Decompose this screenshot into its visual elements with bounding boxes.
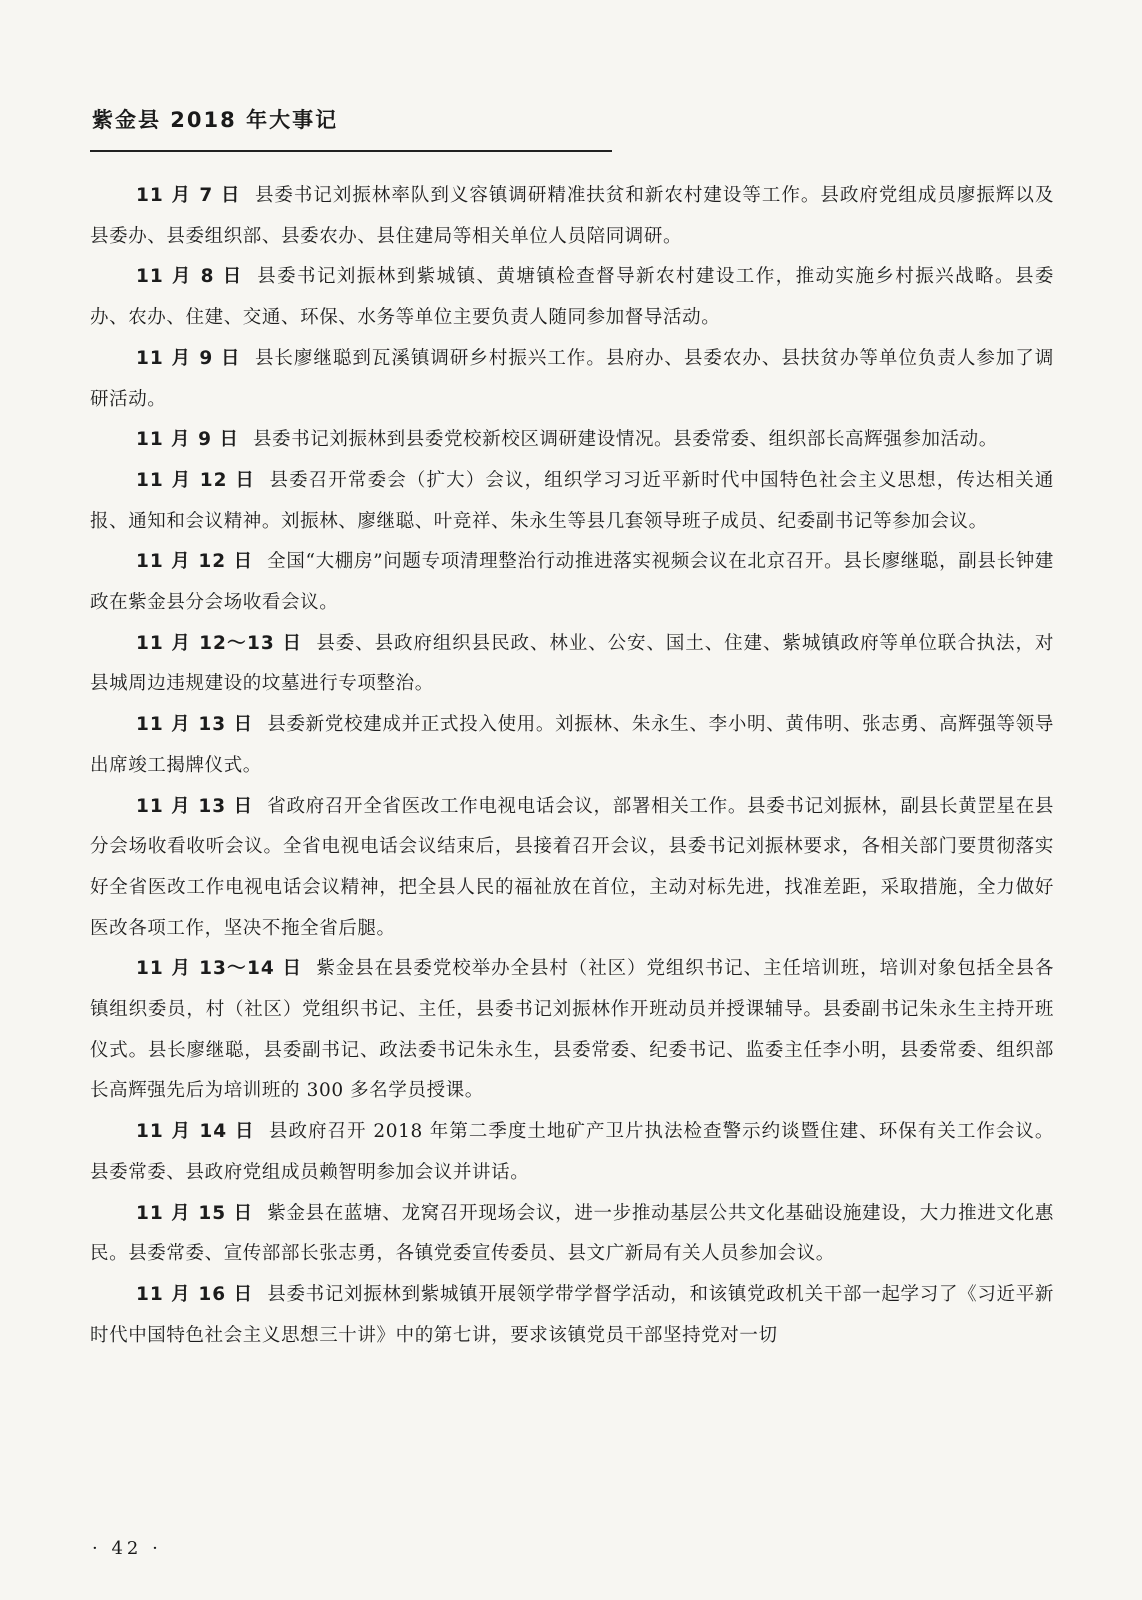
chronicle-entry xyxy=(90,1112,1054,1193)
entry-text: 县委、县政府组织县民政、林业、公安、国土、住建、紫城镇政府等单位联合执法，对县城周边违规建设的坟墓进行专项整治。 xyxy=(90,632,1054,695)
entry-text: 县委召开常委会（扩大）会议，组织学习习近平新时代中国特色社会主义思想，传达相关通报、通知和会议精神。刘振林、廖继聪、叶竞祥、朱永生等县几套领导班子成员、纪委副书记等参加会议。 xyxy=(90,469,1054,532)
entry-date: 11 月 13～14 日 xyxy=(136,958,303,980)
entry-text: 县政府召开 2018 年第二季度土地矿产卫片执法检查警示约谈暨住建、环保有关工作会议。县委常委、县政府党组成员赖智明参加会议并讲话。 xyxy=(90,1121,1055,1183)
entry-text: 县委书记刘振林到紫城镇开展领学带学督学活动，和该镇党政机关干部一起学习了《习近平新时代中国特色社会主义思想三十讲》中的第七讲，要求该镇党员干部坚持党对一切 xyxy=(90,1283,1054,1346)
entry-date: 11 月 8 日 xyxy=(136,266,244,288)
chronicle-entry xyxy=(90,420,1054,461)
entry-text: 紫金县在蓝塘、龙窝召开现场会议，进一步推动基层公共文化基础设施建设，大力推进文化惠民。县委常委、宣传部部长张志勇，各镇党委宣传委员、县文广新局有关人员参加会议。 xyxy=(90,1202,1054,1265)
entry-text: 县委新党校建成并正式投入使用。刘振林、朱永生、李小明、黄伟明、张志勇、高辉强等领导出席竣工揭牌仪式。 xyxy=(90,714,1054,776)
entry-date: 11 月 12～13 日 xyxy=(136,632,303,654)
chronicle-entry xyxy=(90,705,1054,786)
chronicle-entry xyxy=(90,542,1054,623)
chronicle-entry xyxy=(90,1275,1054,1356)
running-header: 紫金县 2018 年大事记 xyxy=(92,108,339,132)
header-rule xyxy=(90,150,612,152)
entry-date: 11 月 9 日 xyxy=(136,347,241,369)
chronicle-entry xyxy=(90,339,1054,420)
chronicle-entry xyxy=(90,461,1054,542)
chronicle-entry xyxy=(90,1194,1054,1275)
entry-text: 县委书记刘振林到紫城镇、黄塘镇检查督导新农村建设工作，推动实施乡村振兴战略。县委办、农办、住建、交通、环保、水务等单位主要负责人随同参加督导活动。 xyxy=(90,266,1054,329)
entry-date: 11 月 9 日 xyxy=(136,429,239,451)
entry-date: 11 月 13 日 xyxy=(136,795,254,817)
entry-text: 省政府召开全省医改工作电视电话会议，部署相关工作。县委书记刘振林，副县长黄罡星在县分会场收看收听会议。全省电视电话会议结束后，县接着召开会议，县委书记刘振林要求，各相关部门要贯彻落实好全省医改工作电视电话会议精神，把全县人民的福祉放在首位，主动对标先进，找准差距，采取措施，全力做好医改各项工作，坚决不拖全省后腿。 xyxy=(90,795,1054,939)
entry-date: 11 月 12 日 xyxy=(136,551,254,573)
entry-text: 县委书记刘振林率队到义容镇调研精准扶贫和新农村建设等工作。县政府党组成员廖振辉以及县委办、县委组织部、县委农办、县住建局等相关单位人员陪同调研。 xyxy=(90,185,1054,247)
entry-date: 11 月 7 日 xyxy=(136,185,241,206)
page-number: · 42 · xyxy=(92,1538,162,1559)
entry-text: 县长廖继聪到瓦溪镇调研乡村振兴工作。县府办、县委农办、县扶贫办等单位负责人参加了调研活动。 xyxy=(90,347,1054,410)
entry-date: 11 月 16 日 xyxy=(136,1283,254,1305)
entry-date: 11 月 14 日 xyxy=(136,1121,255,1143)
chronicle-entry xyxy=(90,787,1054,950)
chronicle-entry xyxy=(90,176,1054,257)
entry-text: 县委书记刘振林到县委党校新校区调研建设情况。县委常委、组织部长高辉强参加活动。 xyxy=(252,429,998,451)
chronicle-entry xyxy=(90,624,1054,705)
entry-text: 紫金县在县委党校举办全县村（社区）党组织书记、主任培训班，培训对象包括全县各镇组织委员，村（社区）党组织书记、主任，县委书记刘振林作开班动员并授课辅导。县委副书记朱永生主持开班仪式。县长廖继聪，县委副书记、政法委书记朱永生，县委常委、纪委书记、监委主任李小明，县委常委、组织部长高辉强先后为培训班的 300 多名学员授课。 xyxy=(90,958,1054,1102)
chronicle-entries xyxy=(90,176,1054,1356)
entry-text: 全国“大棚房”问题专项清理整治行动推进落实视频会议在北京召开。县长廖继聪，副县长钟建政在紫金县分会场收看会议。 xyxy=(90,551,1055,614)
chronicle-entry xyxy=(90,257,1054,338)
entry-date: 11 月 15 日 xyxy=(136,1202,254,1224)
entry-date: 11 月 12 日 xyxy=(136,469,256,491)
entry-date: 11 月 13 日 xyxy=(136,714,254,736)
chronicle-entry xyxy=(90,949,1054,1112)
